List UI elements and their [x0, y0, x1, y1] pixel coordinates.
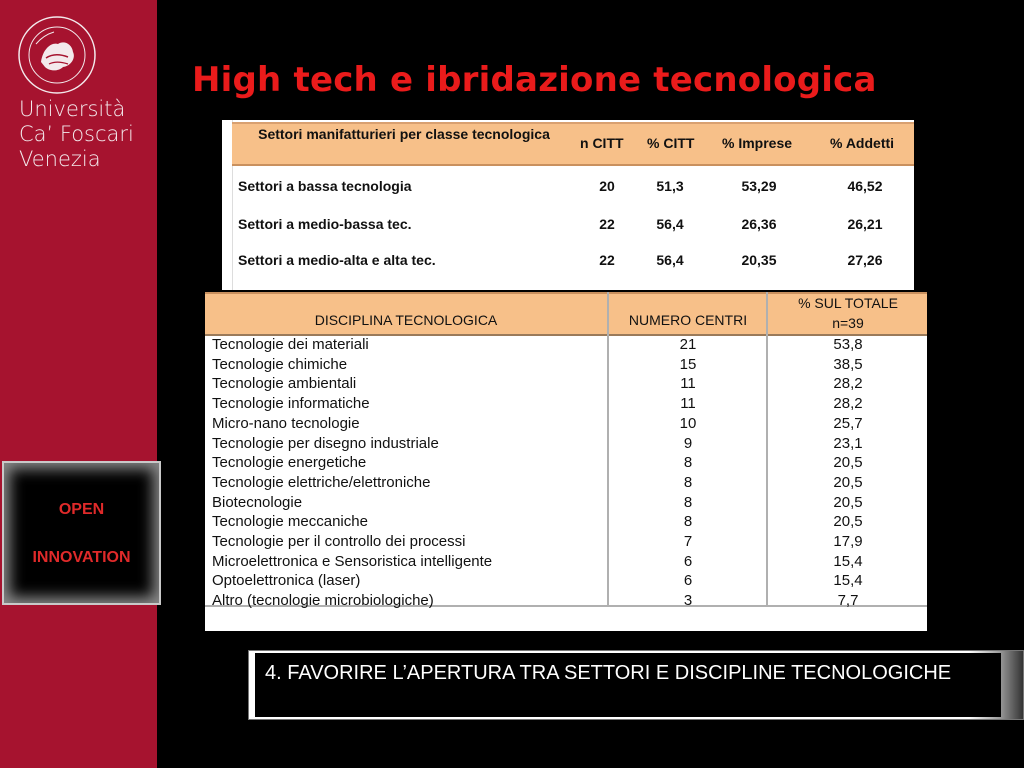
row-label: Settori a bassa tecnologia: [238, 178, 412, 194]
sidebar: [0, 0, 157, 768]
pct-total-cell: 38,5: [833, 355, 863, 373]
n-citt-cell: 20: [599, 178, 615, 194]
num-centers-cell: 8: [683, 493, 693, 511]
header-num-centers: NUMERO CENTRI: [628, 312, 748, 328]
pct-total-cell: 20,5: [833, 513, 863, 531]
open-innovation-box: [2, 461, 161, 605]
footer-note-text: 4. FAVORIRE L’APERTURA TRA SETTORI E DISCIPLINE TECNOLOGICHE: [265, 662, 952, 684]
pct-addetti-cell: 27,26: [847, 252, 883, 268]
pct-imprese-cell: 20,35: [741, 252, 777, 268]
pct-addetti-cell: 26,21: [847, 216, 883, 232]
num-centers-cell: 9: [683, 434, 693, 452]
table-header: [232, 122, 914, 166]
num-centers-cell: 6: [683, 552, 693, 570]
header-pct-imprese: % Imprese: [722, 135, 793, 151]
pct-total-cell: 28,2: [833, 395, 863, 413]
discipline-cell: Tecnologie meccaniche: [212, 513, 368, 531]
row-label: Settori a medio-bassa tec.: [238, 216, 412, 232]
header-pct-citt: % CITT: [647, 135, 695, 151]
pct-total-cell: 17,9: [833, 533, 863, 550]
pct-imprese-cell: 26,36: [741, 216, 777, 232]
discipline-cell: Tecnologie informatiche: [212, 395, 370, 413]
university-name-line: Università: [19, 97, 126, 121]
discipline-cell: Tecnologie per il controllo dei processi: [212, 533, 466, 550]
header-discipline: DISCIPLINA TECNOLOGICA: [314, 312, 498, 328]
university-name-line: Venezia: [19, 147, 101, 171]
table-header: [205, 292, 927, 336]
pct-addetti-cell: 46,52: [847, 178, 883, 194]
pct-total-cell: 20,5: [833, 473, 863, 491]
num-centers-cell: 10: [679, 414, 697, 432]
n-citt-cell: 22: [599, 216, 615, 232]
header-n-total: n=39: [832, 315, 864, 331]
row-label: Settori a medio-alta e alta tec.: [238, 252, 436, 268]
num-centers-cell: 7: [683, 533, 693, 550]
header-sector: Settori manifatturieri per classe tecnologica: [258, 126, 550, 142]
num-centers-cell: 6: [683, 572, 693, 590]
innovation-label: INNOVATION: [32, 549, 131, 566]
num-centers-cell: 8: [683, 454, 693, 472]
discipline-cell: Tecnologie elettriche/elettroniche: [212, 473, 431, 491]
discipline-cell: Altro (tecnologie microbiologiche): [212, 592, 434, 610]
pct-total-cell: 28,2: [833, 375, 863, 393]
num-centers-cell: 21: [679, 336, 697, 353]
university-name: [19, 97, 134, 172]
discipline-cell: Tecnologie dei materiali: [212, 336, 369, 353]
pct-citt-cell: 51,3: [656, 178, 684, 194]
pct-total-cell: 20,5: [833, 493, 863, 511]
pct-total-cell: 20,5: [833, 454, 863, 472]
slide-title: High tech e ibridazione tecnologica: [192, 60, 877, 100]
discipline-cell: Biotecnologie: [212, 493, 303, 511]
footer-note-box: [248, 650, 1024, 720]
num-centers-cell: 11: [680, 395, 696, 413]
pct-total-cell: 23,1: [833, 434, 863, 452]
discipline-cell: Tecnologie chimiche: [212, 355, 348, 373]
discipline-cell: Tecnologie per disegno industriale: [212, 434, 439, 452]
header-pct-total: % SUL TOTALE: [798, 295, 898, 311]
pct-citt-cell: 56,4: [656, 216, 684, 232]
discipline-cell: Tecnologie ambientali: [212, 375, 357, 393]
num-centers-cell: 8: [683, 513, 693, 531]
discipline-cell: Microelettronica e Sensoristica intelligente: [212, 552, 493, 570]
num-centers-cell: 11: [680, 375, 696, 393]
sector-table: [222, 120, 914, 290]
university-name-line: Ca’ Foscari: [19, 122, 134, 146]
num-centers-cell: 8: [683, 473, 693, 491]
discipline-cell: Tecnologie energetiche: [212, 454, 367, 472]
discipline-cell: Optoelettronica (laser): [212, 572, 361, 590]
pct-total-cell: 53,8: [833, 336, 863, 353]
num-centers-cell: 15: [679, 355, 697, 373]
university-seal-logo: [16, 14, 98, 96]
header-pct-addetti: % Addetti: [830, 135, 895, 151]
open-label: OPEN: [58, 501, 105, 518]
footer-note-panel: [255, 653, 1001, 717]
pct-imprese-cell: 53,29: [741, 178, 777, 194]
pct-total-cell: 7,7: [837, 592, 859, 610]
num-centers-cell: 3: [683, 592, 693, 610]
n-citt-cell: 22: [599, 252, 615, 268]
pct-total-cell: 15,4: [833, 572, 863, 590]
header-n-citt: n CITT: [580, 135, 624, 151]
discipline-table: [205, 292, 927, 631]
pct-total-cell: 15,4: [833, 552, 863, 570]
pct-total-cell: 25,7: [833, 414, 863, 432]
pct-citt-cell: 56,4: [656, 252, 684, 268]
discipline-cell: Micro-nano tecnologie: [212, 414, 360, 432]
